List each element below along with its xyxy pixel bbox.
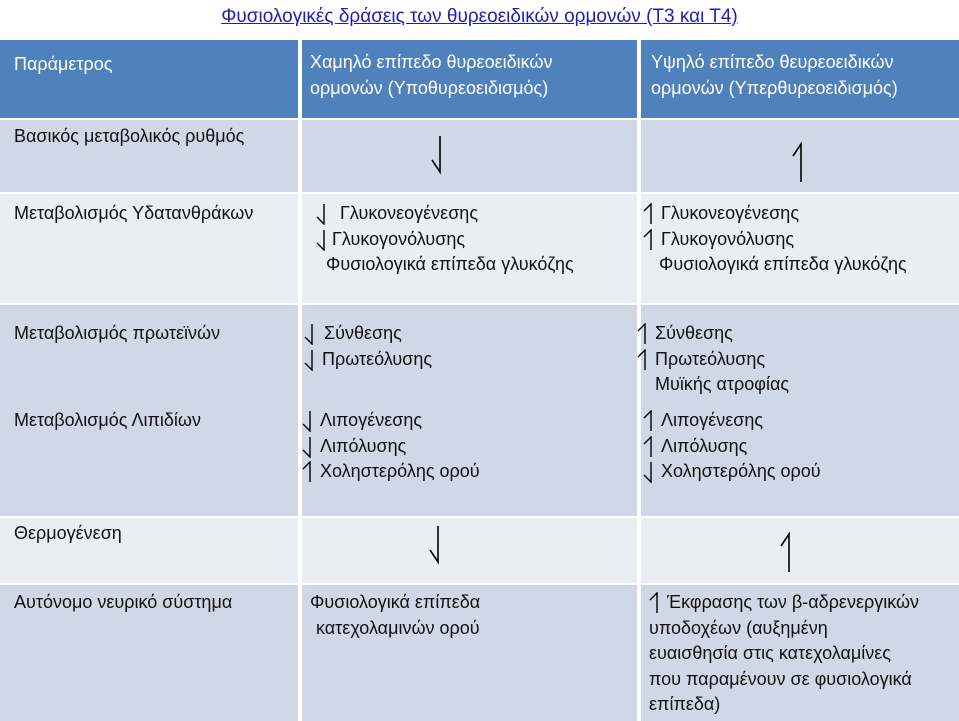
header-parameter: Παράμετρος (14, 54, 113, 74)
list-item: ευαισθησία στις κατεχολαμίνες (649, 643, 891, 663)
header-low-line-2: ορμονών (Υποθυρεοειδισμός) (310, 77, 549, 98)
page-title: Φυσιολογικές δράσεις των θυρεοειδικών ορμονών (Τ3 και Τ4) (221, 6, 738, 27)
list-item: Λιπογένεσης (643, 408, 821, 434)
list-item: Χοληστερόλης ορού (302, 459, 480, 485)
arrow-down-icon (316, 203, 332, 225)
list-item: κατεχολαμινών ορού (316, 617, 480, 638)
row-thermo-label-cell (0, 518, 298, 583)
list-item: που παραμένουν σε φυσιολογικά (649, 668, 912, 689)
list-item: επίπεδα) (649, 694, 721, 714)
row-carb-low-cell (302, 194, 637, 303)
list-item: Φυσιολογικά επίπεδα γλυκόζης (659, 254, 907, 274)
list-item: Λιπόλυσης (302, 434, 480, 460)
list-item: Γλυκονεογένεσης (643, 201, 907, 227)
list-item: Πρωτεόλυσης (304, 347, 432, 373)
header-high-line-2: ορμονών (Υπερθυρεοειδισμός) (651, 77, 898, 98)
row-lipid-low-cell (302, 397, 637, 516)
list-item: Λιπογένεσης (302, 408, 480, 434)
list-item: Φυσιολογικά επίπεδα γλυκόζης (326, 254, 574, 274)
header-high-line-1: Υψηλό επίπεδο θευρεοειδικών (651, 52, 894, 72)
row-bmr-label-cell (0, 120, 298, 192)
row-carb-label-cell (0, 194, 298, 303)
list-item: υποδοχέων (αυξημένη (649, 617, 828, 638)
list-item: Λιπόλυσης (643, 434, 821, 460)
arrow-down-icon (428, 524, 448, 566)
arrow-up-icon (791, 142, 811, 184)
header-parameter-cell (0, 40, 298, 118)
arrow-down-icon (430, 134, 450, 176)
row-ans-label-cell (0, 585, 298, 721)
row-thermo-low-cell (302, 518, 637, 583)
arrow-up-icon (643, 229, 659, 251)
list-item: Σύνθεσης (637, 321, 789, 347)
arrow-up-icon (637, 349, 653, 371)
arrow-down-icon (643, 461, 659, 483)
arrow-down-icon (304, 349, 320, 371)
row-bmr-high-cell (641, 120, 959, 192)
arrow-down-icon (316, 229, 332, 251)
row-lipid-label-cell (0, 397, 298, 516)
list-item: Έκφρασης των β-αδρενεργικών (649, 590, 919, 616)
arrow-up-icon (643, 436, 659, 458)
arrow-up-icon (637, 323, 653, 345)
arrow-up-icon (779, 532, 799, 574)
row-protein-low-cell (302, 305, 637, 397)
arrow-down-icon (304, 323, 320, 345)
list-item: Γλυκονεογένεσης (316, 201, 574, 227)
list-item: Φυσιολογικά επίπεδα (310, 592, 481, 612)
row-ans-label: Αυτόνομο νευρικό σύστημα (14, 592, 233, 612)
list-item: Μυϊκής ατροφίας (655, 374, 790, 394)
list-item: Χοληστερόλης ορού (643, 459, 821, 485)
row-bmr-label: Βασικός μεταβολικός ρυθμός (14, 126, 245, 146)
row-protein-high-cell (641, 305, 959, 397)
header-low-cell (302, 40, 637, 118)
row-thermo-label: Θερμογένεση (14, 523, 122, 543)
row-lipid-high-cell (641, 397, 959, 516)
list-item: Γλυκογονόλυσης (316, 227, 574, 253)
arrow-up-icon (649, 592, 665, 614)
list-item: Σύνθεσης (304, 321, 432, 347)
row-lipid-label: Μεταβολισμός Λιπιδίων (14, 410, 201, 430)
arrow-up-icon (643, 410, 659, 432)
row-protein-label-cell (0, 305, 298, 397)
header-low-line-1: Χαμηλό επίπεδο θυρεοειδικών (310, 52, 553, 72)
row-protein-label: Μεταβολισμός πρωτεϊνών (14, 323, 221, 343)
list-item: Πρωτεόλυσης (637, 347, 789, 373)
header-high-cell (641, 40, 959, 118)
arrow-up-icon (643, 203, 659, 225)
arrow-up-icon (302, 461, 318, 483)
row-thermo-high-cell (641, 518, 959, 583)
arrow-down-icon (302, 410, 318, 432)
row-ans-high-cell (641, 585, 959, 721)
row-carb-label: Μεταβολισμός Υδατανθράκων (14, 203, 254, 223)
row-ans-low-cell (302, 585, 637, 721)
arrow-down-icon (302, 436, 318, 458)
list-item: Γλυκογονόλυσης (643, 227, 907, 253)
row-bmr-low-cell (302, 120, 637, 192)
row-carb-high-cell (641, 194, 959, 303)
